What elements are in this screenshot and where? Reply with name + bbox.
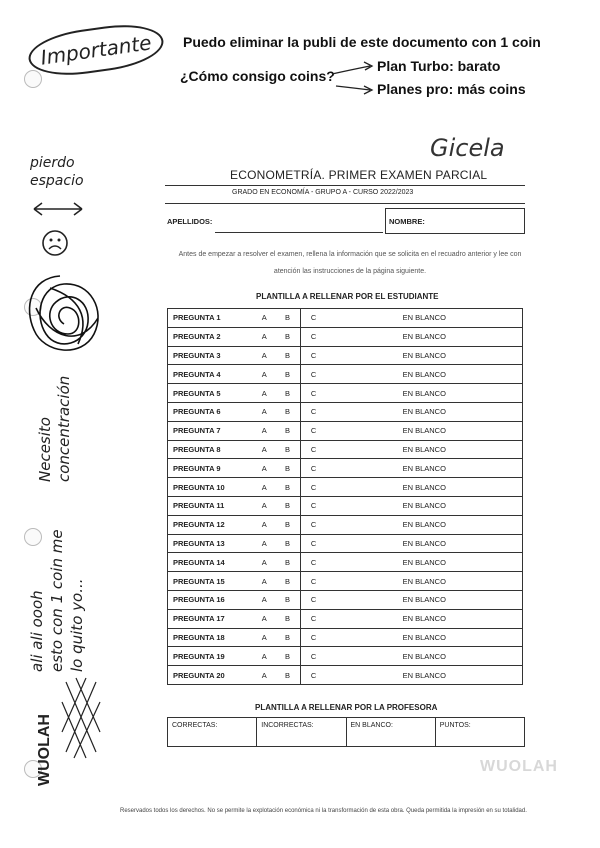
option-c[interactable]: C (300, 365, 326, 384)
option-blank[interactable]: EN BLANCO (327, 384, 523, 403)
option-c[interactable]: C (300, 459, 326, 478)
option-a[interactable]: A (253, 553, 275, 572)
option-blank[interactable]: EN BLANCO (327, 365, 523, 384)
option-b[interactable]: B (275, 459, 300, 478)
option-b[interactable]: B (275, 572, 300, 591)
surname-field[interactable] (215, 212, 383, 233)
option-b[interactable]: B (275, 590, 300, 609)
note-lo-quito: lo quito yo... (68, 578, 86, 672)
note-esto: esto con 1 coin me (48, 529, 66, 672)
option-a[interactable]: A (253, 572, 275, 591)
option-c[interactable]: C (300, 647, 326, 666)
option-c[interactable]: C (300, 572, 326, 591)
question-label: PREGUNTA 3 (168, 346, 254, 365)
option-a[interactable]: A (253, 384, 275, 403)
option-a[interactable]: A (253, 421, 275, 440)
option-b[interactable]: B (275, 402, 300, 421)
answer-row (168, 553, 523, 572)
rights-footer: Reservados todos los derechos. No se permite la explotación económica ni la transformación de esta obra. Queda permitida la impresión en su totalidad. (120, 808, 527, 814)
question-label: PREGUNTA 4 (168, 365, 254, 384)
answer-sheet (167, 308, 523, 685)
sad-face-icon (40, 228, 70, 258)
option-blank[interactable]: EN BLANCO (327, 515, 523, 534)
answer-row (168, 590, 523, 609)
grades-box (167, 717, 525, 747)
cross-hatch-icon (56, 672, 106, 762)
answer-row (168, 515, 523, 534)
option-b[interactable]: B (275, 666, 300, 685)
option-c[interactable]: C (300, 515, 326, 534)
option-a[interactable]: A (253, 365, 275, 384)
option-blank[interactable]: EN BLANCO (327, 459, 523, 478)
teacher-section-title: PLANTILLA A RELLENAR POR LA PROFESORA (255, 703, 438, 712)
option-c[interactable]: C (300, 590, 326, 609)
option-c[interactable]: C (300, 478, 326, 497)
option-b[interactable]: B (275, 628, 300, 647)
option-blank[interactable]: EN BLANCO (327, 572, 523, 591)
option-blank[interactable]: EN BLANCO (327, 666, 523, 685)
wuolah-watermark: WUOLAH (480, 758, 558, 775)
option-a[interactable]: A (253, 459, 275, 478)
option-b[interactable]: B (275, 365, 300, 384)
option-blank[interactable]: EN BLANCO (327, 440, 523, 459)
option-c[interactable]: C (300, 384, 326, 403)
option-c[interactable]: C (300, 346, 326, 365)
option-a[interactable]: A (253, 496, 275, 515)
ad-question: ¿Cómo consigo coins? (180, 68, 335, 84)
option-b[interactable]: B (275, 478, 300, 497)
answer-row (168, 327, 523, 346)
ad-headline: Puedo eliminar la publi de este documento con 1 coin (183, 34, 541, 50)
student-section-title: PLANTILLA A RELLENAR POR EL ESTUDIANTE (256, 292, 439, 301)
option-b[interactable]: B (275, 609, 300, 628)
importante-badge: Importante (26, 19, 167, 81)
option-a[interactable]: A (253, 647, 275, 666)
option-a[interactable]: A (253, 402, 275, 421)
option-c[interactable]: C (300, 609, 326, 628)
answer-row (168, 384, 523, 403)
answer-row (168, 440, 523, 459)
question-label: PREGUNTA 9 (168, 459, 254, 478)
option-c[interactable]: C (300, 628, 326, 647)
answer-row (168, 346, 523, 365)
question-label: PREGUNTA 12 (168, 515, 254, 534)
option-a[interactable]: A (253, 346, 275, 365)
question-label: PREGUNTA 18 (168, 628, 254, 647)
option-blank[interactable]: EN BLANCO (327, 609, 523, 628)
question-label: PREGUNTA 15 (168, 572, 254, 591)
option-b[interactable]: B (275, 327, 300, 346)
surname-label: APELLIDOS: (167, 217, 213, 226)
option-a[interactable]: A (253, 666, 275, 685)
grade-blank[interactable]: EN BLANCO: (347, 718, 436, 746)
option-b[interactable]: B (275, 309, 300, 328)
binder-hole (24, 70, 42, 88)
divider (165, 203, 525, 204)
ad-option-pro[interactable]: Planes pro: más coins (377, 81, 526, 97)
option-c[interactable]: C (300, 421, 326, 440)
option-blank[interactable]: EN BLANCO (327, 628, 523, 647)
note-concentracion: concentración (55, 375, 73, 482)
option-b[interactable]: B (275, 346, 300, 365)
double-arrow-icon (30, 198, 86, 220)
option-blank[interactable]: EN BLANCO (327, 346, 523, 365)
binder-hole (24, 528, 42, 546)
option-blank[interactable]: EN BLANCO (327, 478, 523, 497)
question-label: PREGUNTA 11 (168, 496, 254, 515)
option-blank[interactable]: EN BLANCO (327, 553, 523, 572)
question-label: PREGUNTA 7 (168, 421, 254, 440)
answer-row (168, 666, 523, 685)
answer-row (168, 534, 523, 553)
wuolah-logo[interactable]: WUOLAH (36, 714, 53, 786)
option-blank[interactable]: EN BLANCO (327, 590, 523, 609)
option-c[interactable]: C (300, 327, 326, 346)
scribble-icon (20, 268, 104, 364)
option-c[interactable]: C (300, 534, 326, 553)
answer-row (168, 647, 523, 666)
note-ali: ali ali oooh (28, 590, 46, 672)
option-b[interactable]: B (275, 496, 300, 515)
option-c[interactable]: C (300, 402, 326, 421)
option-b[interactable]: B (275, 440, 300, 459)
question-label: PREGUNTA 6 (168, 402, 254, 421)
note-pierdo: pierdo (30, 155, 75, 171)
question-label: PREGUNTA 20 (168, 666, 254, 685)
option-a[interactable]: A (253, 628, 275, 647)
answer-row (168, 365, 523, 384)
question-label: PREGUNTA 16 (168, 590, 254, 609)
option-c[interactable]: C (300, 309, 326, 328)
answer-row (168, 402, 523, 421)
ad-option-turbo[interactable]: Plan Turbo: barato (377, 58, 501, 74)
note-espacio: espacio (30, 173, 84, 189)
option-a[interactable]: A (253, 440, 275, 459)
option-b[interactable]: B (275, 534, 300, 553)
question-label: PREGUNTA 19 (168, 647, 254, 666)
handwritten-signature: Gicela (430, 134, 505, 162)
divider (165, 185, 525, 186)
answer-row (168, 609, 523, 628)
option-blank[interactable]: EN BLANCO (327, 421, 523, 440)
exam-title: ECONOMETRÍA. PRIMER EXAMEN PARCIAL (230, 168, 488, 182)
note-necesito: Necesito (36, 417, 54, 482)
question-label: PREGUNTA 13 (168, 534, 254, 553)
option-c[interactable]: C (300, 553, 326, 572)
question-label: PREGUNTA 14 (168, 553, 254, 572)
grade-incorrect[interactable]: INCORRECTAS: (257, 718, 346, 746)
option-a[interactable]: A (253, 609, 275, 628)
option-a[interactable]: A (253, 590, 275, 609)
question-label: PREGUNTA 8 (168, 440, 254, 459)
question-label: PREGUNTA 17 (168, 609, 254, 628)
option-a[interactable]: A (253, 515, 275, 534)
answer-row (168, 572, 523, 591)
option-a[interactable]: A (253, 478, 275, 497)
option-b[interactable]: B (275, 384, 300, 403)
option-b[interactable]: B (275, 515, 300, 534)
answer-row (168, 309, 523, 328)
question-label: PREGUNTA 5 (168, 384, 254, 403)
option-blank[interactable]: EN BLANCO (327, 309, 523, 328)
option-b[interactable]: B (275, 647, 300, 666)
option-a[interactable]: A (253, 327, 275, 346)
option-blank[interactable]: EN BLANCO (327, 647, 523, 666)
question-label: PREGUNTA 2 (168, 327, 254, 346)
option-b[interactable]: B (275, 553, 300, 572)
option-blank[interactable]: EN BLANCO (327, 534, 523, 553)
grade-points[interactable]: PUNTOS: (439, 722, 471, 729)
option-c[interactable]: C (300, 496, 326, 515)
answer-row (168, 421, 523, 440)
answer-row (168, 478, 523, 497)
option-blank[interactable]: EN BLANCO (327, 327, 523, 346)
name-label: NOMBRE: (389, 217, 425, 226)
option-blank[interactable]: EN BLANCO (327, 496, 523, 515)
answer-row (168, 459, 523, 478)
option-c[interactable]: C (300, 440, 326, 459)
option-a[interactable]: A (253, 534, 275, 553)
option-a[interactable]: A (253, 309, 275, 328)
question-label: PREGUNTA 1 (168, 309, 254, 328)
answer-row (168, 496, 523, 515)
answer-row (168, 628, 523, 647)
instructions: Antes de empezar a resolver el examen, rellena la información que se solicita en el recuadro anterior y lee con atención las instrucciones de la página siguiente. (178, 251, 522, 275)
exam-subtitle: GRADO EN ECONOMÍA - GRUPO A - CURSO 2022/2023 (232, 189, 414, 196)
option-b[interactable]: B (275, 421, 300, 440)
question-label: PREGUNTA 10 (168, 478, 254, 497)
arrows-icon (330, 58, 378, 98)
option-blank[interactable]: EN BLANCO (327, 402, 523, 421)
grade-correct[interactable]: CORRECTAS: (168, 718, 257, 746)
option-c[interactable]: C (300, 666, 326, 685)
